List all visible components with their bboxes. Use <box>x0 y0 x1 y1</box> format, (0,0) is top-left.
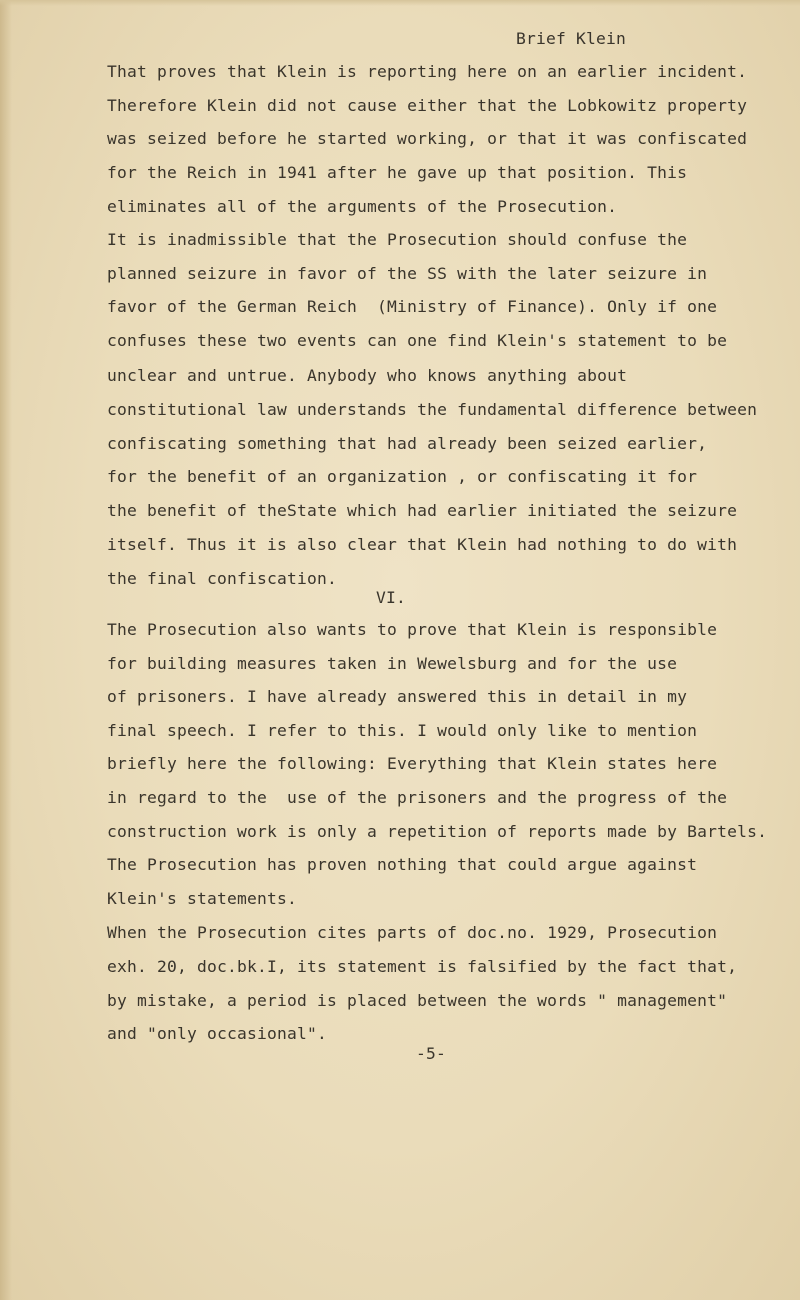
text-line: final speech. I refer to this. I would only like to mention <box>107 721 698 740</box>
document-header: Brief Klein <box>516 29 627 48</box>
text-line: the benefit of theState which had earlier initiated the seizure <box>107 501 738 520</box>
text-line: was seized before he started working, or that it was confiscated <box>107 129 748 148</box>
text-line: The Prosecution also wants to prove that Klein is responsible <box>107 620 718 639</box>
text-line: for the benefit of an organization , or confiscating it for <box>107 467 698 486</box>
text-line: briefly here the following: Everything that Klein states here <box>107 754 718 773</box>
text-line: of prisoners. I have already answered this in detail in my <box>107 687 688 706</box>
text-line: confuses these two events can one find Klein's statement to be <box>107 331 728 350</box>
text-line: by mistake, a period is placed between the words " management" <box>107 991 728 1010</box>
text-line: and "only occasional". <box>107 1024 328 1043</box>
text-line: planned seizure in favor of the SS with the later seizure in <box>107 264 708 283</box>
text-line: eliminates all of the arguments of the Prosecution. <box>107 197 618 216</box>
text-line: Therefore Klein did not cause either that the Lobkowitz property <box>107 96 748 115</box>
text-line: for building measures taken in Wewelsburg and for the use <box>107 654 678 673</box>
text-line: It is inadmissible that the Prosecution should confuse the <box>107 230 688 249</box>
text-line: That proves that Klein is reporting here on an earlier incident. <box>107 62 748 81</box>
text-line: When the Prosecution cites parts of doc.no. 1929, Prosecution <box>107 923 718 942</box>
text-line: unclear and untrue. Anybody who knows anything about <box>107 366 628 385</box>
section-heading: VI. <box>376 588 407 607</box>
text-line: itself. Thus it is also clear that Klein had nothing to do with <box>107 535 738 554</box>
text-line: confiscating something that had already been seized earlier, <box>107 434 708 453</box>
text-line: in regard to the use of the prisoners and the progress of the <box>107 788 728 807</box>
text-line: the final confiscation. <box>107 569 338 588</box>
text-line: The Prosecution has proven nothing that could argue against <box>107 855 698 874</box>
text-line: for the Reich in 1941 after he gave up that position. This <box>107 163 688 182</box>
text-line: favor of the German Reich (Ministry of Finance). Only if one <box>107 297 718 316</box>
text-line: constitutional law understands the fundamental difference between <box>107 400 758 419</box>
text-line: exh. 20, doc.bk.I, its statement is falsified by the fact that, <box>107 957 738 976</box>
text-line: construction work is only a repetition of reports made by Bartels. <box>107 822 768 841</box>
text-line: Klein's statements. <box>107 889 298 908</box>
page-number: -5- <box>416 1044 447 1063</box>
